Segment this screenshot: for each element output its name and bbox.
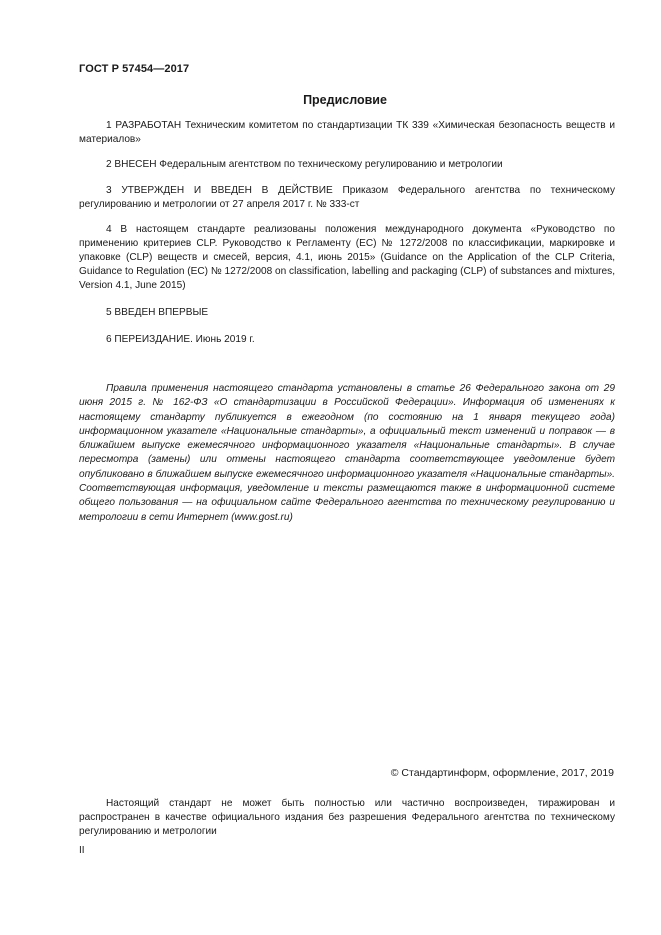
foreword-item-1: 1 РАЗРАБОТАН Техническим комитетом по стандартизации ТК 339 «Химическая безопасность веществ и материалов» [79,120,615,145]
page-number: II [79,845,85,856]
copyright-line: © Стандартинформ, оформление, 2017, 2019 [390,767,614,779]
page-title: Предисловие [303,93,387,107]
foreword-item-3: 3 УТВЕРЖДЕН И ВВЕДЕН В ДЕЙСТВИЕ Приказом Федерального агентства по техническому регулированию и метрологии от 27 апреля 2017 г. № 333-ст [79,185,615,210]
application-rules-note: Правила применения настоящего стандарта установлены в статье 26 Федерального закона от 29 июня 2015 г. № 162-ФЗ «О стандартизации в Российской Федерации». Информация об изменениях к настоящему стандарту публикуется в ежегодном (по состоянию на 1 января текущего года) информационном указателе «Национальные стандарты», а официальный текст изменений и поправок — в ближайшем выпуске ежемесячного информационного указателя «Национальные стандарты». В случае пересмотра (замены) или отмены настоящего стандарта соответствующее уведомление будет опубликовано в ближайшем выпуске ежемесячного информационного указателя «Национальные стандарты». Соответствующая информация, уведомление и тексты размещаются также в информационной системе общего пользования — на официальном сайте Федерального агентства по техническому регулированию и метрологии в сети Интернет (www.gost.ru) [79,383,615,523]
foreword-item-2: 2 ВНЕСЕН Федеральным агентством по техническому регулированию и метрологии [106,159,503,170]
foreword-item-4: 4 В настоящем стандарте реализованы положения международного документа «Руководство по применению критериев CLP. Руководство к Регламенту (ЕС) № 1272/2008 по классификации, маркировке и упаковке (CLP) веществ и смесей, версия, 4.1, июнь 2015» (Guidance on the Application of the CLP Criteria, Guidance to Regulation (EC) № 1272/2008 on classification, labelling and packaging (CLP) of substances and mixtures, Version 4.1, June 2015) [79,224,616,291]
foreword-item-5: 5 ВВЕДЕН ВПЕРВЫЕ [106,307,209,318]
rights-notice: Настоящий стандарт не может быть полностью или частично воспроизведен, тиражирован и распространен в качестве официального издания без разрешения Федерального агентства по техническому регулированию и метрологии [79,798,615,837]
standard-number: ГОСТ Р 57454—2017 [79,63,190,75]
foreword-item-6: 6 ПЕРЕИЗДАНИЕ. Июнь 2019 г. [106,334,255,345]
